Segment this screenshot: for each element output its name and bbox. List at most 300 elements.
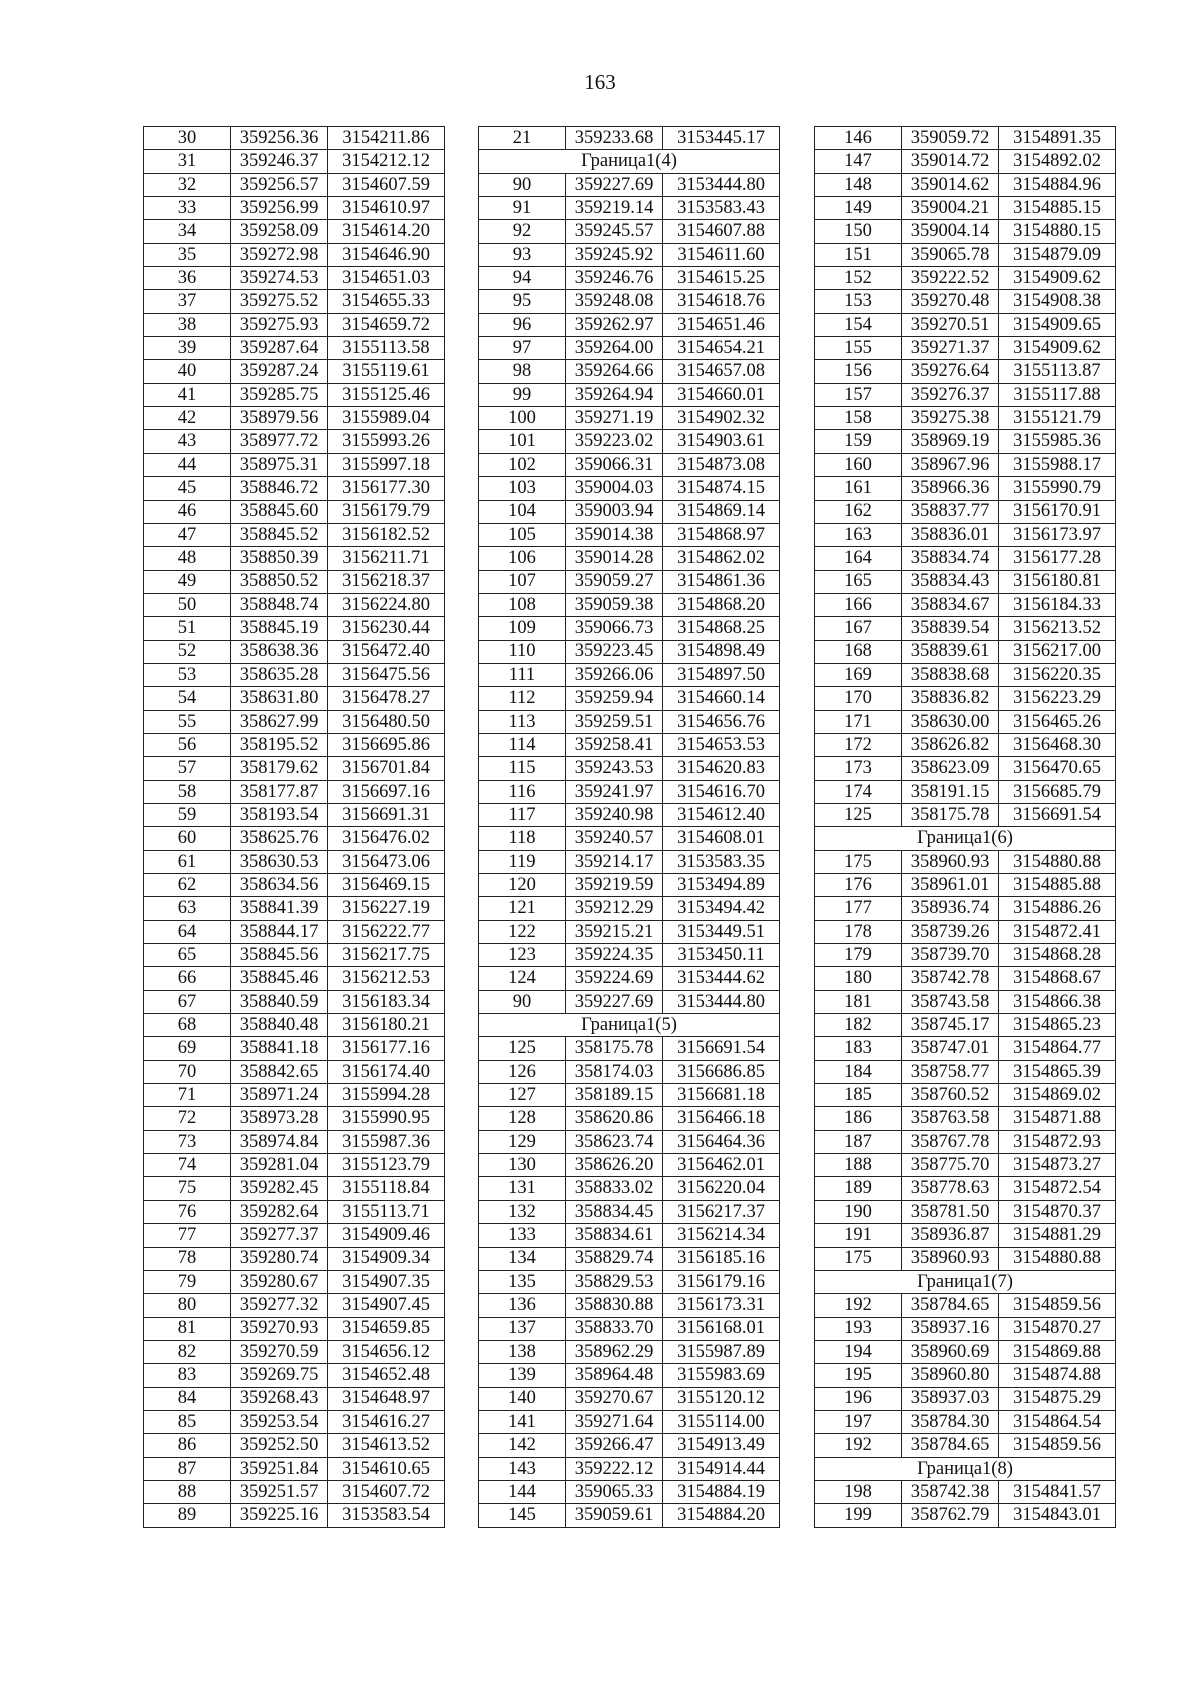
section-header: Граница1(8) [815,1457,1116,1480]
x-coordinate: 358193.54 [231,803,328,826]
x-coordinate: 359014.28 [566,547,663,570]
table-row [144,920,445,943]
table-row [144,290,445,313]
point-number: 180 [815,967,902,990]
table-row [144,197,445,220]
point-number: 188 [815,1154,902,1177]
y-coordinate: 3156691.54 [663,1037,780,1060]
point-number: 109 [479,617,566,640]
x-coordinate: 358936.74 [902,897,999,920]
y-coordinate: 3154652.48 [328,1364,445,1387]
y-coordinate: 3154865.39 [999,1060,1116,1083]
table-row [479,1084,780,1107]
y-coordinate: 3154908.38 [999,290,1116,313]
y-coordinate: 3153450.11 [663,944,780,967]
point-number: 83 [144,1364,231,1387]
x-coordinate: 358743.58 [902,990,999,1013]
x-coordinate: 359287.64 [231,337,328,360]
point-number: 193 [815,1317,902,1340]
table-row [479,897,780,920]
point-number: 130 [479,1154,566,1177]
point-number: 190 [815,1200,902,1223]
x-coordinate: 359224.69 [566,967,663,990]
point-number: 90 [479,173,566,196]
table-row [479,1224,780,1247]
table-row [144,1107,445,1130]
table-row [815,710,1116,733]
table-row [479,1340,780,1363]
point-number: 64 [144,920,231,943]
point-number: 143 [479,1457,566,1480]
x-coordinate: 358175.78 [902,803,999,826]
x-coordinate: 358840.48 [231,1014,328,1037]
x-coordinate: 358778.63 [902,1177,999,1200]
point-number: 168 [815,640,902,663]
y-coordinate: 3156472.40 [328,640,445,663]
table-row [479,547,780,570]
table-row [144,1224,445,1247]
point-number: 155 [815,337,902,360]
point-number: 156 [815,360,902,383]
point-number: 140 [479,1387,566,1410]
table-row [815,1294,1116,1317]
x-coordinate: 359277.37 [231,1224,328,1247]
x-coordinate: 359269.75 [231,1364,328,1387]
x-coordinate: 358767.78 [902,1130,999,1153]
y-coordinate: 3156217.75 [328,944,445,967]
x-coordinate: 359272.98 [231,243,328,266]
point-number: 128 [479,1107,566,1130]
point-number: 102 [479,453,566,476]
point-number: 182 [815,1014,902,1037]
y-coordinate: 3154648.97 [328,1387,445,1410]
point-number: 38 [144,313,231,336]
y-coordinate: 3156173.31 [663,1294,780,1317]
x-coordinate: 359241.97 [566,780,663,803]
point-number: 131 [479,1177,566,1200]
point-number: 174 [815,780,902,803]
x-coordinate: 358189.15 [566,1084,663,1107]
point-number: 142 [479,1434,566,1457]
point-number: 73 [144,1130,231,1153]
table-row [815,1504,1116,1527]
table-row [479,803,780,826]
point-number: 30 [144,127,231,150]
x-coordinate: 359275.52 [231,290,328,313]
table-row [144,430,445,453]
x-coordinate: 359275.93 [231,313,328,336]
section-header: Граница1(7) [815,1270,1116,1293]
y-coordinate: 3154610.65 [328,1457,445,1480]
table-row [144,337,445,360]
x-coordinate: 359256.57 [231,173,328,196]
point-number: 161 [815,477,902,500]
point-number: 195 [815,1364,902,1387]
table-row [479,243,780,266]
table-row [479,1480,780,1503]
table-row [479,827,780,850]
table-row [479,640,780,663]
x-coordinate: 359270.51 [902,313,999,336]
point-number: 187 [815,1130,902,1153]
point-number: 177 [815,897,902,920]
table-row [815,1107,1116,1130]
point-number: 42 [144,407,231,430]
point-number: 60 [144,827,231,850]
y-coordinate: 3154608.01 [663,827,780,850]
table-row [144,547,445,570]
x-coordinate: 359268.43 [231,1387,328,1410]
table-row [815,197,1116,220]
y-coordinate: 3153444.62 [663,967,780,990]
table-row [815,1247,1116,1270]
table-row [144,640,445,663]
point-number: 148 [815,173,902,196]
point-number: 100 [479,407,566,430]
y-coordinate: 3153444.80 [663,990,780,1013]
y-coordinate: 3154897.50 [663,663,780,686]
x-coordinate: 358840.59 [231,990,328,1013]
point-number: 165 [815,570,902,593]
section-header-row [815,827,1116,850]
y-coordinate: 3153494.42 [663,897,780,920]
y-coordinate: 3154866.38 [999,990,1116,1013]
point-number: 172 [815,733,902,756]
x-coordinate: 359264.66 [566,360,663,383]
y-coordinate: 3154868.97 [663,523,780,546]
y-coordinate: 3154913.49 [663,1434,780,1457]
table-row [144,710,445,733]
point-number: 183 [815,1037,902,1060]
x-coordinate: 359222.52 [902,267,999,290]
y-coordinate: 3155113.58 [328,337,445,360]
point-number: 31 [144,150,231,173]
y-coordinate: 3156177.16 [328,1037,445,1060]
x-coordinate: 358962.29 [566,1340,663,1363]
y-coordinate: 3156185.16 [663,1247,780,1270]
point-number: 151 [815,243,902,266]
y-coordinate: 3155989.04 [328,407,445,430]
point-number: 111 [479,663,566,686]
table-row [144,780,445,803]
x-coordinate: 359256.99 [231,197,328,220]
table-row [479,1107,780,1130]
y-coordinate: 3154864.54 [999,1410,1116,1433]
x-coordinate: 358845.56 [231,944,328,967]
table-row [815,430,1116,453]
x-coordinate: 358848.74 [231,593,328,616]
y-coordinate: 3156213.52 [999,617,1116,640]
y-coordinate: 3156230.44 [328,617,445,640]
y-coordinate: 3154885.88 [999,874,1116,897]
y-coordinate: 3155113.71 [328,1200,445,1223]
point-number: 45 [144,477,231,500]
table-row [479,1364,780,1387]
y-coordinate: 3154870.37 [999,1200,1116,1223]
table-row [815,1410,1116,1433]
point-number: 176 [815,874,902,897]
point-number: 105 [479,523,566,546]
x-coordinate: 358839.61 [902,640,999,663]
x-coordinate: 358626.20 [566,1154,663,1177]
point-number: 44 [144,453,231,476]
x-coordinate: 359248.08 [566,290,663,313]
y-coordinate: 3154884.20 [663,1504,780,1527]
y-coordinate: 3156701.84 [328,757,445,780]
table-row [815,243,1116,266]
y-coordinate: 3154657.08 [663,360,780,383]
point-number: 136 [479,1294,566,1317]
table-row [144,617,445,640]
y-coordinate: 3154884.96 [999,173,1116,196]
y-coordinate: 3156686.85 [663,1060,780,1083]
y-coordinate: 3156212.53 [328,967,445,990]
table-row [815,523,1116,546]
point-number: 68 [144,1014,231,1037]
y-coordinate: 3153494.89 [663,874,780,897]
point-number: 49 [144,570,231,593]
y-coordinate: 3154655.33 [328,290,445,313]
x-coordinate: 358846.72 [231,477,328,500]
table-row [479,757,780,780]
x-coordinate: 359059.72 [902,127,999,150]
x-coordinate: 359223.45 [566,640,663,663]
y-coordinate: 3155119.61 [328,360,445,383]
x-coordinate: 359014.72 [902,150,999,173]
y-coordinate: 3156469.15 [328,874,445,897]
x-coordinate: 359262.97 [566,313,663,336]
y-coordinate: 3156685.79 [999,780,1116,803]
x-coordinate: 358745.17 [902,1014,999,1037]
y-coordinate: 3154646.90 [328,243,445,266]
y-coordinate: 3154909.46 [328,1224,445,1247]
y-coordinate: 3154872.93 [999,1130,1116,1153]
point-number: 117 [479,803,566,826]
y-coordinate: 3155988.17 [999,453,1116,476]
table-row [815,267,1116,290]
y-coordinate: 3154903.61 [663,430,780,453]
x-coordinate: 358834.43 [902,570,999,593]
point-number: 59 [144,803,231,826]
table-row [144,243,445,266]
table-row [815,663,1116,686]
point-number: 132 [479,1200,566,1223]
y-coordinate: 3154909.62 [999,337,1116,360]
table-row [479,1060,780,1083]
x-coordinate: 358966.36 [902,477,999,500]
x-coordinate: 359256.36 [231,127,328,150]
table-row [479,337,780,360]
point-number: 78 [144,1247,231,1270]
x-coordinate: 358177.87 [231,780,328,803]
x-coordinate: 358739.70 [902,944,999,967]
table-row [479,1177,780,1200]
point-number: 175 [815,1247,902,1270]
section-header: Граница1(6) [815,827,1116,850]
table-row [815,874,1116,897]
table-row [144,990,445,1013]
point-number: 184 [815,1060,902,1083]
x-coordinate: 358971.24 [231,1084,328,1107]
point-number: 77 [144,1224,231,1247]
table-row [479,1200,780,1223]
point-number: 40 [144,360,231,383]
point-number: 35 [144,243,231,266]
x-coordinate: 358191.15 [902,780,999,803]
table-row [144,150,445,173]
point-number: 89 [144,1504,231,1527]
point-number: 162 [815,500,902,523]
x-coordinate: 359251.57 [231,1480,328,1503]
x-coordinate: 358973.28 [231,1107,328,1130]
x-coordinate: 358845.52 [231,523,328,546]
table-row [144,1200,445,1223]
point-number: 85 [144,1410,231,1433]
table-row [479,1130,780,1153]
x-coordinate: 358762.79 [902,1504,999,1527]
x-coordinate: 359224.35 [566,944,663,967]
point-number: 186 [815,1107,902,1130]
table-row [815,570,1116,593]
point-number: 43 [144,430,231,453]
y-coordinate: 3153583.35 [663,850,780,873]
y-coordinate: 3154872.54 [999,1177,1116,1200]
table-row [815,1480,1116,1503]
x-coordinate: 359219.59 [566,874,663,897]
y-coordinate: 3156464.36 [663,1130,780,1153]
x-coordinate: 358850.52 [231,570,328,593]
y-coordinate: 3155997.18 [328,453,445,476]
y-coordinate: 3156691.31 [328,803,445,826]
table-row [815,897,1116,920]
y-coordinate: 3153449.51 [663,920,780,943]
y-coordinate: 3154611.60 [663,243,780,266]
x-coordinate: 358961.01 [902,874,999,897]
table-row [479,570,780,593]
x-coordinate: 359270.59 [231,1340,328,1363]
y-coordinate: 3156465.26 [999,710,1116,733]
x-coordinate: 359059.38 [566,593,663,616]
point-number: 116 [479,780,566,803]
point-number: 90 [479,990,566,1013]
y-coordinate: 3154886.26 [999,897,1116,920]
x-coordinate: 359264.00 [566,337,663,360]
point-number: 62 [144,874,231,897]
table-row [815,1364,1116,1387]
table-row [815,1037,1116,1060]
point-number: 55 [144,710,231,733]
point-number: 104 [479,500,566,523]
point-number: 139 [479,1364,566,1387]
y-coordinate: 3154879.09 [999,243,1116,266]
y-coordinate: 3156177.28 [999,547,1116,570]
x-coordinate: 358630.00 [902,710,999,733]
point-number: 86 [144,1434,231,1457]
point-number: 123 [479,944,566,967]
y-coordinate: 3154613.52 [328,1434,445,1457]
point-number: 163 [815,523,902,546]
y-coordinate: 3154659.72 [328,313,445,336]
y-coordinate: 3154873.27 [999,1154,1116,1177]
point-number: 94 [479,267,566,290]
table-row [479,1247,780,1270]
y-coordinate: 3155113.87 [999,360,1116,383]
x-coordinate: 358969.19 [902,430,999,453]
point-number: 133 [479,1224,566,1247]
x-coordinate: 358960.93 [902,850,999,873]
table-row [144,827,445,850]
y-coordinate: 3154868.28 [999,944,1116,967]
x-coordinate: 359212.29 [566,897,663,920]
y-coordinate: 3154872.41 [999,920,1116,943]
x-coordinate: 358174.03 [566,1060,663,1083]
point-number: 157 [815,383,902,406]
table-row [144,593,445,616]
x-coordinate: 358775.70 [902,1154,999,1177]
table-row [815,1130,1116,1153]
table-row [144,383,445,406]
y-coordinate: 3153445.17 [663,127,780,150]
x-coordinate: 358834.67 [902,593,999,616]
point-number: 69 [144,1037,231,1060]
point-number: 171 [815,710,902,733]
table-row [144,1270,445,1293]
y-coordinate: 3156182.52 [328,523,445,546]
point-number: 72 [144,1107,231,1130]
y-coordinate: 3154881.29 [999,1224,1116,1247]
x-coordinate: 359270.67 [566,1387,663,1410]
table-row [144,663,445,686]
x-coordinate: 359059.27 [566,570,663,593]
x-coordinate: 358620.86 [566,1107,663,1130]
point-number: 48 [144,547,231,570]
table-row [479,220,780,243]
y-coordinate: 3154841.57 [999,1480,1116,1503]
x-coordinate: 358626.82 [902,733,999,756]
point-number: 57 [144,757,231,780]
y-coordinate: 3154865.23 [999,1014,1116,1037]
table-row [144,500,445,523]
x-coordinate: 358763.58 [902,1107,999,1130]
x-coordinate: 358625.76 [231,827,328,850]
x-coordinate: 359280.74 [231,1247,328,1270]
y-coordinate: 3155114.00 [663,1410,780,1433]
y-coordinate: 3155985.36 [999,430,1116,453]
table-row [479,850,780,873]
table-row [144,1457,445,1480]
x-coordinate: 358623.09 [902,757,999,780]
y-coordinate: 3156480.50 [328,710,445,733]
x-coordinate: 358834.61 [566,1224,663,1247]
x-coordinate: 359281.04 [231,1154,328,1177]
x-coordinate: 359004.21 [902,197,999,220]
point-number: 145 [479,1504,566,1527]
x-coordinate: 358784.65 [902,1294,999,1317]
point-number: 98 [479,360,566,383]
table-row [479,407,780,430]
table-row [144,874,445,897]
x-coordinate: 359014.62 [902,173,999,196]
x-coordinate: 359271.19 [566,407,663,430]
point-number: 150 [815,220,902,243]
point-number: 170 [815,687,902,710]
y-coordinate: 3154909.34 [328,1247,445,1270]
page-number: 163 [584,70,616,94]
table-row [479,1317,780,1340]
point-number: 166 [815,593,902,616]
x-coordinate: 358838.68 [902,663,999,686]
table-row [479,733,780,756]
